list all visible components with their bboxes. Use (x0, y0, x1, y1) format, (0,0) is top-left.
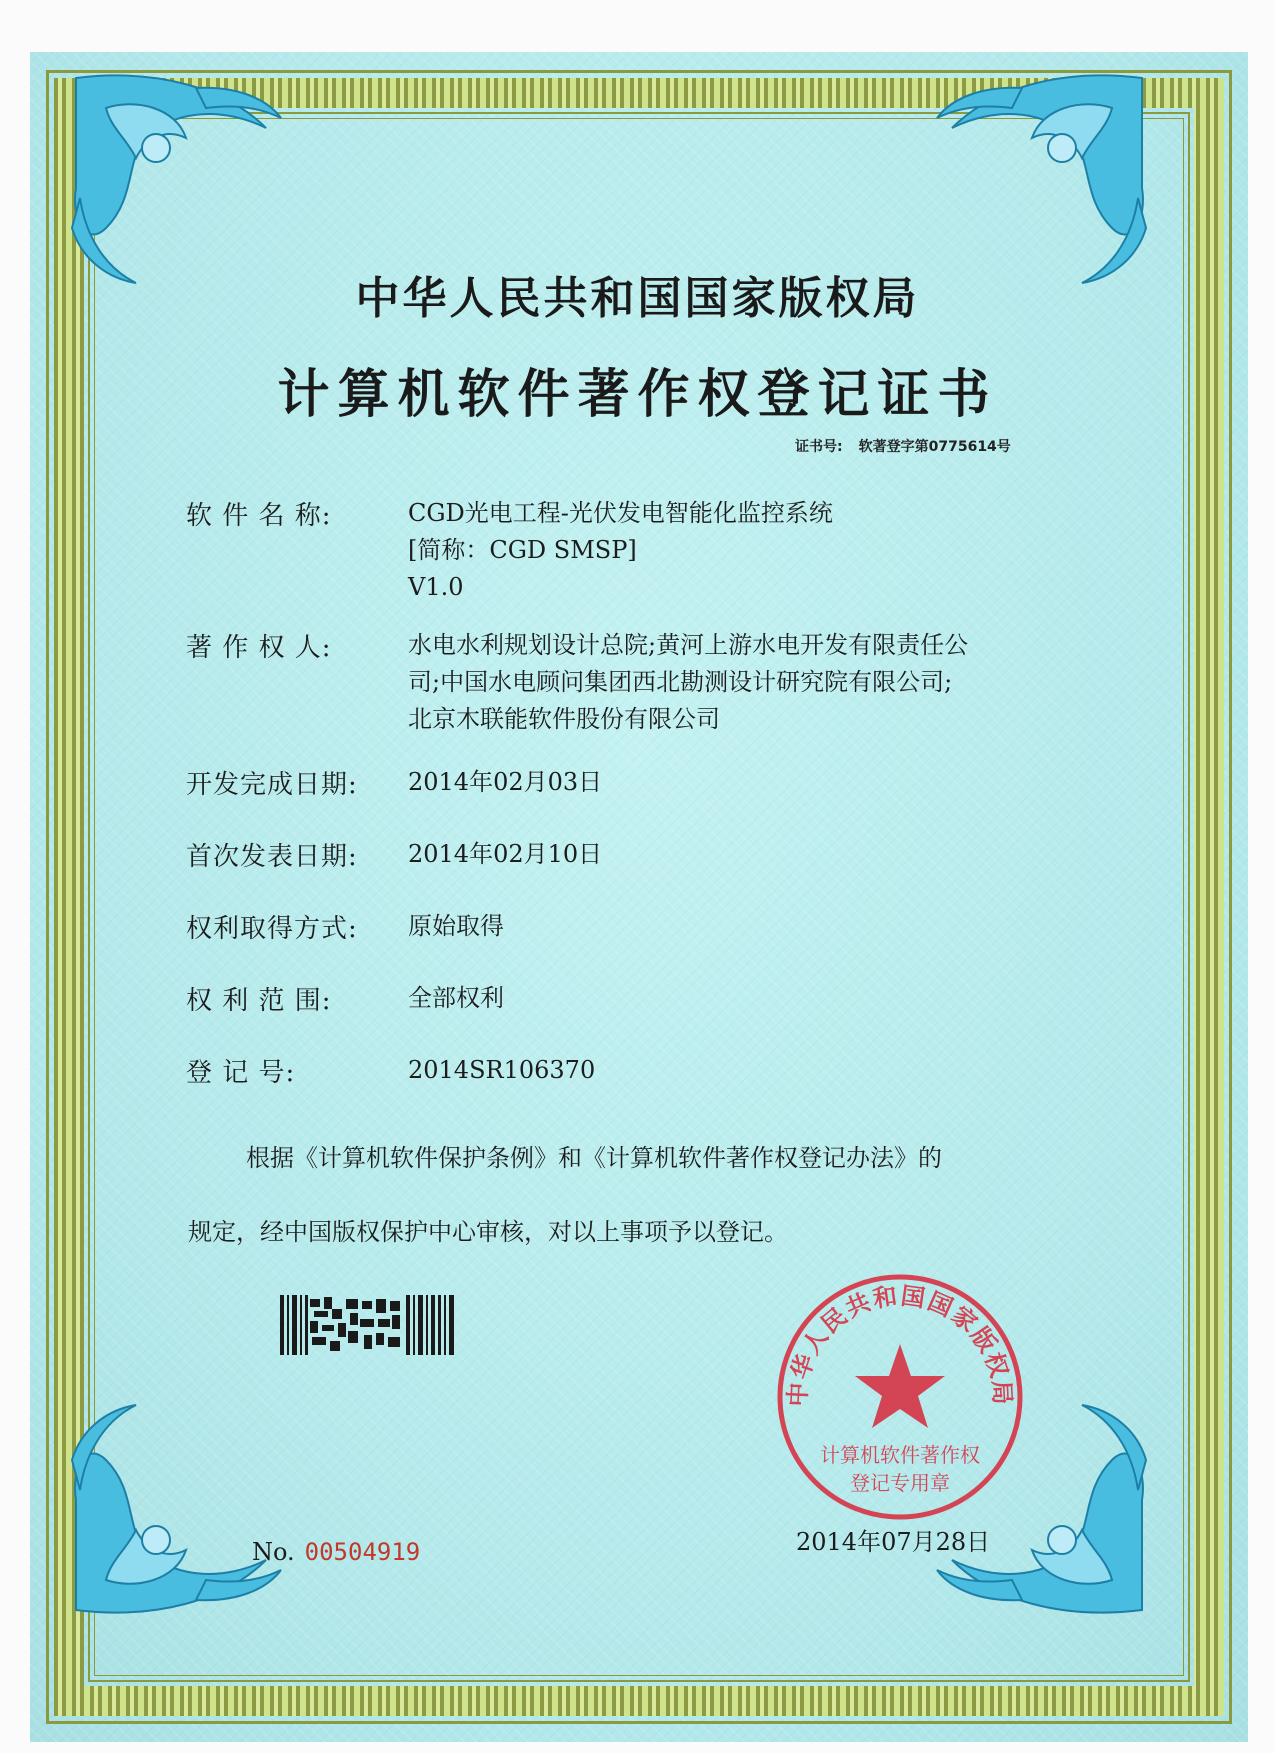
barcode (280, 1295, 460, 1355)
seal-star-icon (855, 1344, 945, 1428)
seal-center-line-2: 登记专用章 (850, 1471, 950, 1495)
field-value: 原始取得 (408, 912, 504, 940)
software-short-name-line: [简称：CGD SMSP] (408, 536, 637, 564)
field-value: 全部权利 (408, 984, 504, 1012)
field-label: 著 作 权 人: (186, 633, 332, 663)
owner-line: 北京木联能软件股份有限公司 (408, 705, 720, 733)
field-value: 2014SR106370 (408, 1056, 596, 1084)
field-label: 登 记 号: (186, 1058, 296, 1088)
seal-ring-text: 中华人民共和国国家版权局 (783, 1281, 1017, 1408)
corner-ornament-top-right (932, 68, 1152, 288)
field-label: 权 利 范 围: (186, 986, 332, 1016)
issue-date: 2014年07月28日 (796, 1528, 991, 1556)
software-version-line: V1.0 (408, 573, 464, 601)
corner-ornament-top-left (66, 68, 286, 288)
field-label: 权利取得方式: (186, 914, 358, 944)
corner-ornament-bottom-left (66, 1400, 286, 1620)
statement-line-2: 规定，经中国版权保护中心审核，对以上事项予以登记。 (188, 1218, 788, 1246)
owner-line: 司;中国水电顾问集团西北勘测设计研究院有限公司; (408, 668, 953, 696)
serial-number-label: No. (252, 1538, 295, 1566)
owner-line: 水电水利规划设计总院;黄河上游水电开发有限责任公 (408, 631, 969, 659)
field-label: 软 件 名 称: (186, 501, 332, 531)
seal-center-line-1: 计算机软件著作权 (820, 1443, 980, 1467)
serial-number (252, 1538, 420, 1566)
certificate-number-value: 软著登字第0775614号 (858, 439, 1011, 455)
field-value (408, 495, 1128, 606)
certificate-number-label: 证书号: (795, 439, 843, 455)
field-value (408, 627, 1128, 738)
serial-number-value: 00504919 (304, 1538, 421, 1566)
field-label: 开发完成日期: (186, 770, 358, 800)
certificate-title: 计算机软件著作权登记证书 (277, 365, 998, 425)
official-seal (775, 1272, 1025, 1522)
field-label: 首次发表日期: (186, 842, 358, 872)
software-name-line: CGD光电工程-光伏发电智能化监控系统 (408, 499, 833, 527)
certificate-number (795, 436, 1011, 456)
statement-line-1: 根据《计算机软件保护条例》和《计算机软件著作权登记办法》的 (246, 1144, 942, 1172)
field-value: 2014年02月10日 (408, 840, 603, 868)
field-value: 2014年02月03日 (408, 768, 603, 796)
issuer-title: 中华人民共和国国家版权局 (355, 273, 920, 324)
